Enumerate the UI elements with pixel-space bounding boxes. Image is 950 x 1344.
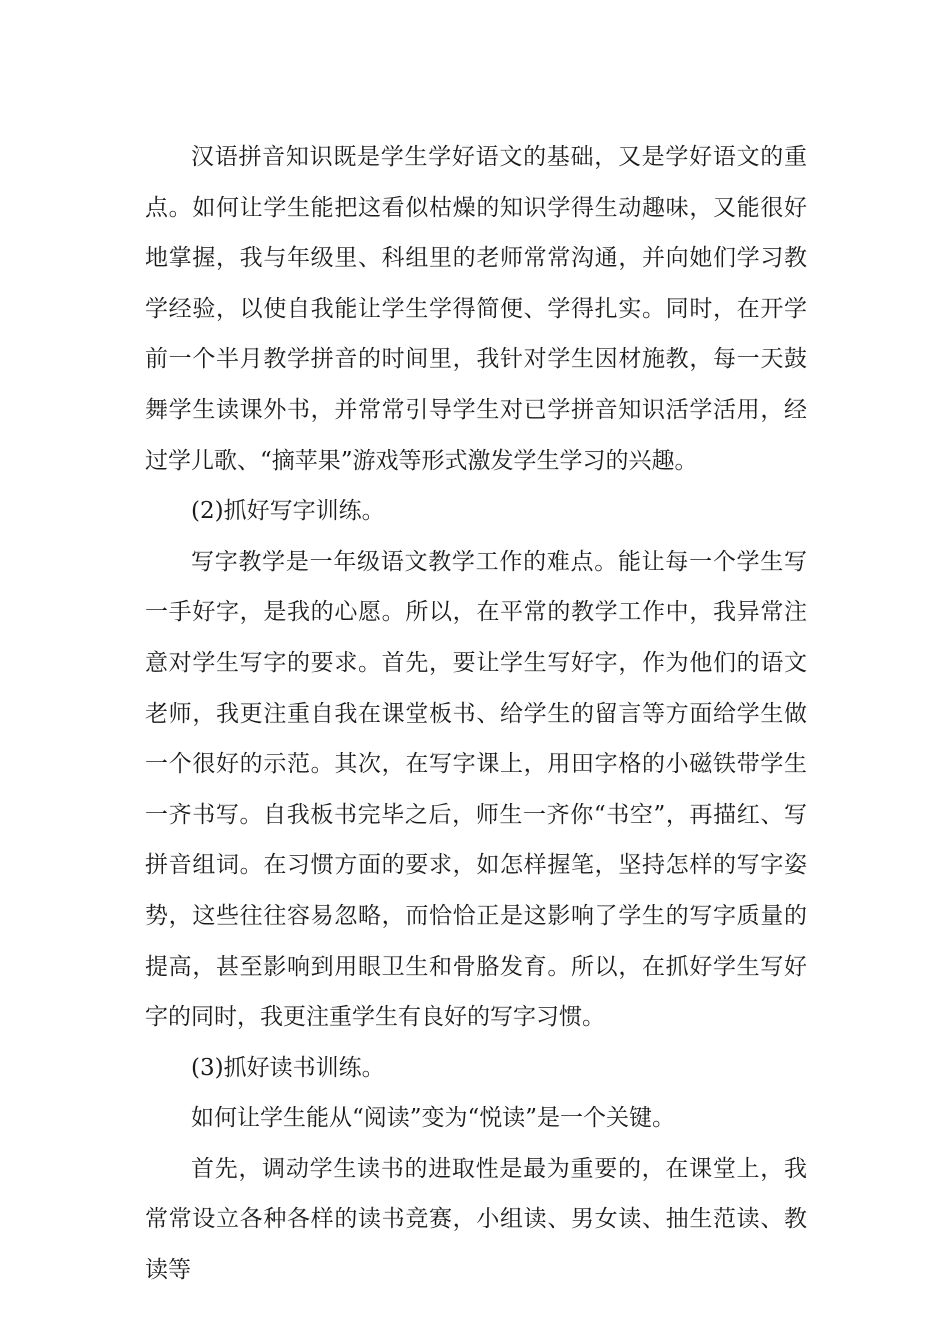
paragraph-reading-motivation: 首先，调动学生读书的进取性是最为重要的，在课堂上，我常常设立各种各样的读书竞赛，小组读、男女读、抽生范读、教读等 [145,1155,807,1284]
paragraph-reading-key: 如何让学生能从“阅读”变为“悦读”是一个关键。 [191,1105,676,1132]
document-body [145,132,807,1296]
heading-reading-training: (3)抓好读书训练。 [191,1054,385,1081]
heading-writing-training: (2)抓好写字训练。 [191,498,385,525]
paragraph-pinyin-knowledge: 汉语拼音知识既是学生学好语文的基础，又是学好语文的重点。如何让学生能把这看似枯燥的知识学得生动趣味，又能很好地掌握，我与年级里、科组里的老师常常沟通，并向她们学习教学经验，以使自我能让学生学得简便、学得扎实。同时，在开学前一个半月教学拼音的时间里，我针对学生因材施教，每一天鼓舞学生读课外书，并常常引导学生对已学拼音知识活学活用，经过学儿歌、“摘苹果”游戏等形式激发学生学习的兴趣。 [145,144,807,474]
paragraph-writing-teaching: 写字教学是一年级语文教学工作的难点。能让每一个学生写一手好字，是我的心愿。所以，在平常的教学工作中，我异常注意对学生写字的要求。首先，要让学生写好字，作为他们的语文老师，我更注重自我在课堂板书、给学生的留言等方面给学生做一个很好的示范。其次，在写字课上，用田字格的小磁铁带学生一齐书写。自我板书完毕之后，师生一齐你“书空”，再描红、写拼音组词。在习惯方面的要求，如怎样握笔，坚持怎样的写字姿势，这些往往容易忽略，而恰恰正是这影响了学生的写字质量的提高，甚至影响到用眼卫生和骨胳发育。所以，在抓好学生写好字的同时，我更注重学生有良好的写字习惯。 [145,548,807,1031]
